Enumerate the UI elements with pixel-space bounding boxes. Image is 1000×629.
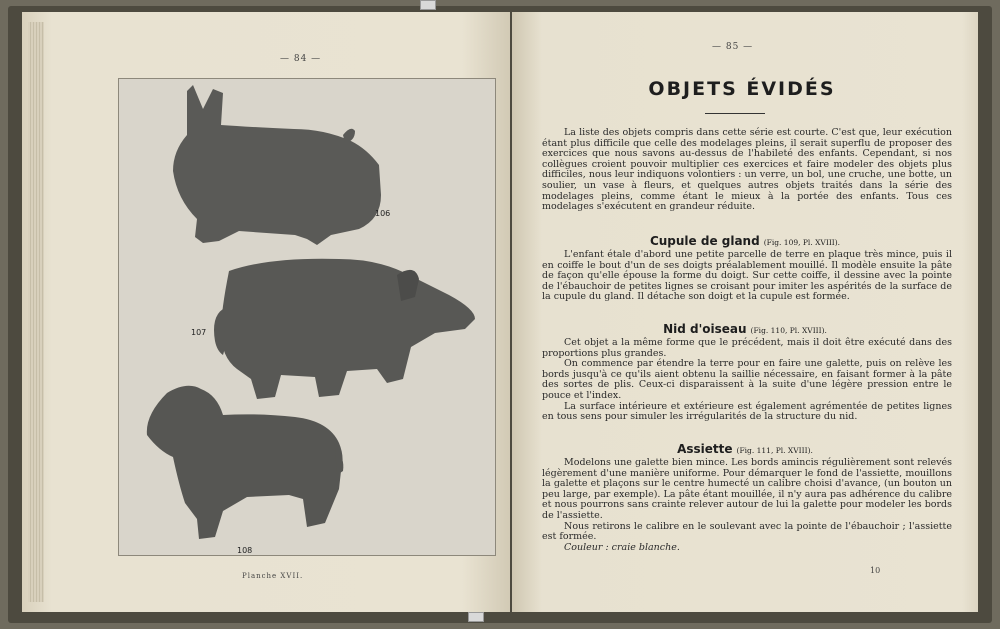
bottom-clip [468, 612, 484, 622]
intro-paragraph: La liste des objets compris dans cette série est courte. C'est que, leur exécution étant plus difficile que celle des modelages pleins, il serait superflu de proposer des exercices que nous savons au-dessus de l'habileté des enfants. Cependant, si nos collègues croient pouvoir multiplier ces exercices et faire modeler des objets plus difficiles, nous leur indiquons volontiers : un verre, un bol, une cruche, une botte, un soulier, un vase à fleurs, et quelques autres objets traités dans la série des modelages pleins, comme étant le mieux à la portée des enfants. Tous ces modelages s'exécutent en grandeur réduite. [542, 127, 952, 213]
section-heading [512, 230, 978, 249]
fig-106-label: 106 [375, 209, 391, 218]
paragraph: La surface intérieure et extérieure est également agrémentée de petites lignes en tous sens pour simuler les irrégularités de la structure du nid. [542, 400, 952, 423]
clay-sheep [147, 386, 343, 539]
section-title: Assiette [677, 442, 733, 456]
paragraph: Couleur : craie blanche. [564, 541, 680, 553]
clay-pig [214, 259, 475, 399]
section-ref: (Fig. 110, Pl. XVIII). [750, 326, 827, 335]
paragraph: On commence par étendre la terre pour en faire une galette, puis on relève les bords jusqu'à ce qu'ils aient obtenu la saillie nécessaire, en faisant former à la pâte des sortes de plis. Ceux-ci disparaissent à la suite d'une légère pression entre le pouce et l'index. [542, 358, 952, 401]
paragraph: L'enfant étale d'abord une petite parcelle de terre en plaque très mince, puis il en coiffe le bout d'un de ses doigts préalablement mouillé. Il modèle ensuite la pâte de façon qu'elle épouse la forme du doigt. Sur cette coiffe, il dessine avec la pointe de l'ébauchoir de petites lignes se croisant pour imiter les aspérités de la surface de la cupule du gland. Il détache son doigt et la cupule est formée. [542, 249, 952, 303]
page-edges [28, 22, 44, 602]
section-text [542, 458, 952, 553]
section-title: Cupule de gland [649, 234, 760, 248]
page-title: OBJETS ÉVIDÉS [648, 78, 836, 100]
clay-figures-photo [119, 79, 495, 555]
signature-number: 10 [870, 566, 881, 575]
open-book [8, 6, 992, 623]
fig-108-label: 108 [237, 546, 253, 555]
left-page [22, 12, 510, 612]
left-page-number: — 84 — [280, 54, 322, 64]
fig-107-label: 107 [191, 328, 207, 337]
title-rule [705, 113, 765, 114]
top-clip [420, 0, 436, 10]
section-title: Nid d'oiseau [663, 322, 747, 336]
section-heading [512, 318, 978, 337]
right-page [512, 12, 978, 612]
paragraph: Modelons une galette bien mince. Les bords amincis régulièrement sont relevés légèrement d'une manière uniforme. Pour démarquer le fond de l'assiette, mouillons la galette et plaçons sur le centre humecté un calibre choisi d'avance, (un bouton un peu large, par exemple). La pâte étant mouillée, il n'y aura pas adhérence du calibre et nous pourrons sans crainte relever autour de lui la galette pour modeler les bords de l'assiette. [542, 457, 952, 521]
paragraph: Cet objet a la même forme que le précédent, mais il doit être exécuté dans des proportions plus grandes. [542, 337, 952, 359]
plate-caption: Planche XVII. [242, 572, 304, 580]
right-page-number: — 85 — [712, 42, 754, 52]
section-text [542, 250, 952, 303]
section-text [542, 338, 952, 423]
photo-plate [118, 78, 496, 556]
section-heading [512, 438, 978, 457]
paragraph: Nous retirons le calibre en le soulevant avec la pointe de l'ébauchoir ; l'assiette est formée. [542, 520, 952, 543]
section-ref: (Fig. 109, Pl. XVIII). [763, 238, 841, 247]
clay-rabbit [173, 85, 381, 245]
intro-text [542, 128, 952, 213]
section-ref: (Fig. 111, Pl. XVIII). [736, 446, 813, 455]
